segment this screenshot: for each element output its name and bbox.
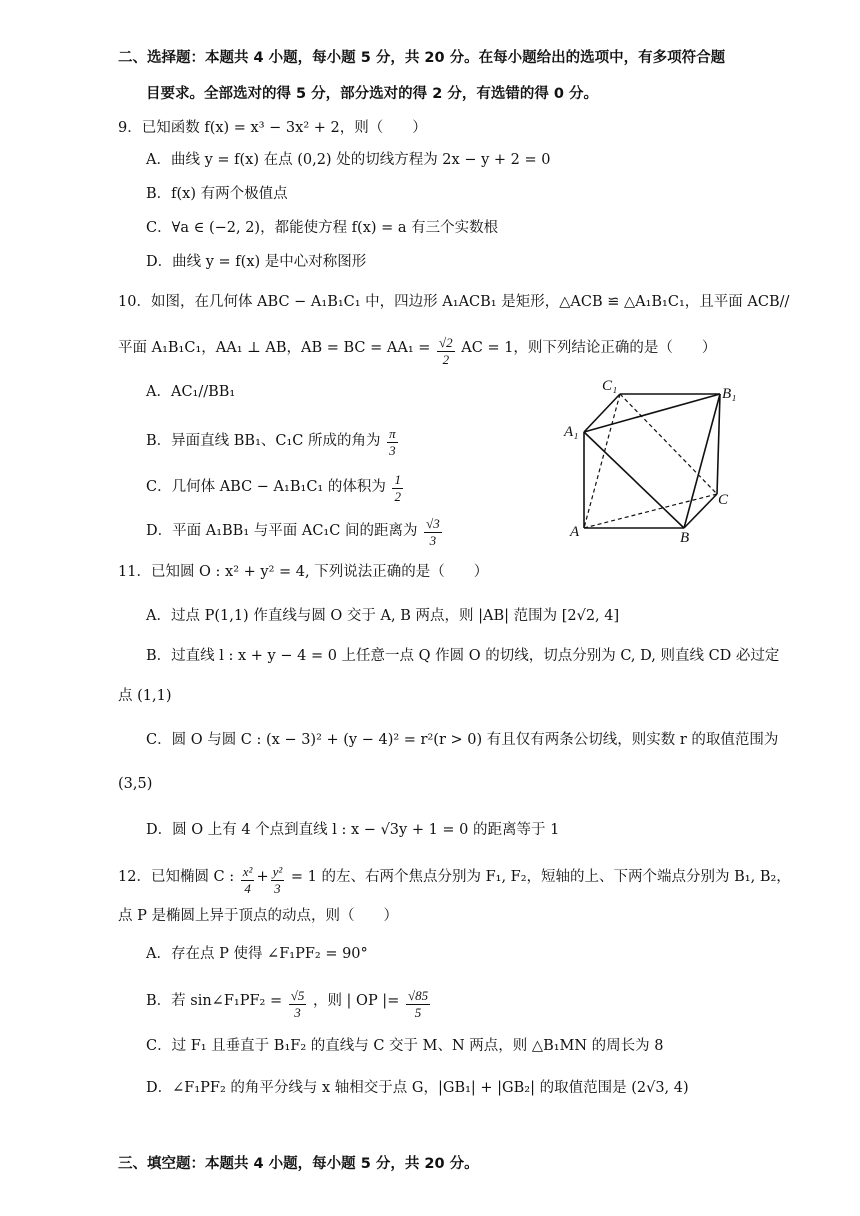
- label-b: B: [680, 530, 690, 546]
- q9-option-a: A．曲线 y = f(x) 在点 (0,2) 处的切线方程为 2x − y + 2 = 0: [146, 152, 551, 168]
- q10-stem-line2: [118, 335, 716, 368]
- q12-option-b-denominator-1: 3: [294, 1005, 301, 1020]
- q12-option-d: D．∠F₁PF₂ 的角平分线与 x 轴相交于点 G，|GB₁| + |GB₂| 的取值范围是 (2√3, 4): [146, 1080, 689, 1096]
- q10-option-b-fraction: [387, 426, 398, 459]
- q10-option-c: [146, 472, 405, 505]
- q10-stem-part-a: 平面 A₁B₁C₁，AA₁ ⊥ AB，AB = BC = AA₁ =: [118, 340, 431, 356]
- edge-b1-b: [684, 394, 720, 528]
- q12-option-a: A．存在点 P 使得 ∠F₁PF₂ = 90°: [146, 946, 368, 962]
- q9-option-b: B．f(x) 有两个极值点: [146, 186, 288, 202]
- label-b1: B₁: [722, 386, 737, 402]
- q10-option-c-fraction: [392, 472, 403, 505]
- q12-fraction-y-numerator: y²: [272, 864, 283, 879]
- q10-stem-line1: 10．如图，在几何体 ABC − A₁B₁C₁ 中，四边形 A₁ACB₁ 是矩形，△ACB ≌ △A₁B₁C₁，且平面 ACB//: [118, 294, 790, 310]
- q11-option-c-line2: (3,5): [118, 776, 153, 792]
- q10-option-c-text: C．几何体 ABC − A₁B₁C₁ 的体积为: [146, 479, 386, 495]
- q12-fraction-x-numerator: x²: [242, 864, 253, 879]
- section2-heading-line1: 二、选择题：本题共 4 小题，每小题 5 分，共 20 分。在每小题给出的选项中，有多项符合题: [118, 50, 726, 66]
- edge-a1-b: [584, 432, 684, 528]
- q12-stem-line2: 点 P 是椭圆上异于顶点的动点，则（ ）: [118, 908, 398, 924]
- label-a1: A₁: [564, 424, 579, 440]
- q12-fraction-y-denominator: 3: [274, 881, 281, 896]
- q11-option-b-line2: 点 (1,1): [118, 688, 172, 704]
- q12-option-b: [146, 988, 432, 1021]
- edge-a-c-dashed: [584, 494, 717, 528]
- q10-option-c-numerator: 1: [394, 472, 401, 487]
- q9-stem: 9．已知函数 f(x) = x³ − 3x² + 2，则（ ）: [118, 120, 427, 136]
- section2-heading-line2: 目要求。全部选对的得 5 分，部分选对的得 2 分，有选错的得 0 分。: [146, 86, 599, 102]
- q10-fraction-denominator: 2: [442, 352, 450, 367]
- q12-option-b-fraction-2: [406, 988, 430, 1021]
- q10-option-c-denominator: 2: [394, 489, 401, 504]
- q12-stem-part-a: 12．已知椭圆 C :: [118, 869, 235, 885]
- q10-option-b: [146, 426, 400, 459]
- q9-option-d: D．曲线 y = f(x) 是中心对称图形: [146, 254, 367, 270]
- q11-option-c-line1: C．圆 O 与圆 C : (x − 3)² + (y − 4)² = r²(r > 0) 有且仅有两条公切线，则实数 r 的取值范围为: [146, 732, 779, 748]
- q10-geometry-figure: [560, 376, 740, 546]
- q12-option-b-denominator-2: 5: [414, 1005, 422, 1020]
- section3-heading: 三、填空题：本题共 4 小题，每小题 5 分，共 20 分。: [118, 1156, 479, 1172]
- q12-stem-part-b: = 1 的左、右两个焦点分别为 F₁, F₂，短轴的上、下两个端点分别为 B₁, B₂，: [290, 869, 791, 885]
- q10-fraction: [437, 335, 455, 368]
- q12-option-b-numerator-2: √85: [407, 988, 429, 1003]
- q12-option-b-text: B．若 sin∠F₁PF₂ =: [146, 993, 283, 1009]
- q12-plus: +: [256, 869, 269, 885]
- q10-option-d-numerator: √3: [426, 516, 440, 531]
- q11-option-a: A．过点 P(1,1) 作直线与圆 O 交于 A, B 两点，则 |AB| 范围为 [2√2, 4]: [146, 608, 620, 624]
- q12-fraction-x: [241, 864, 255, 897]
- q10-fraction-numerator: √2: [439, 335, 453, 350]
- q10-stem-part-b: AC = 1，则下列结论正确的是（ ）: [461, 340, 717, 356]
- q10-option-d-fraction: [424, 516, 442, 549]
- q12-option-b-numerator-1: √5: [290, 988, 305, 1003]
- q10-option-d: [146, 516, 444, 549]
- label-a: A: [570, 524, 580, 540]
- q10-option-d-text: D．平面 A₁BB₁ 与平面 AC₁C 间的距离为: [146, 523, 418, 539]
- q10-option-b-text: B．异面直线 BB₁、C₁C 所成的角为: [146, 433, 381, 449]
- q10-option-a: A．AC₁//BB₁: [146, 384, 236, 400]
- q12-option-b-middle: ，则 | OP |=: [312, 993, 400, 1009]
- q12-fraction-y: [271, 864, 285, 897]
- q11-option-b-line1: B．过直线 l : x + y − 4 = 0 上任意一点 Q 作圆 O 的切线，切点分别为 C, D, 则直线 CD 必过定: [146, 648, 780, 664]
- q10-option-b-numerator: π: [389, 426, 396, 441]
- q12-fraction-x-denominator: 4: [244, 881, 251, 896]
- q12-stem-line1: [118, 864, 791, 897]
- q12-option-b-fraction-1: [289, 988, 307, 1021]
- q11-stem: 11．已知圆 O : x² + y² = 4, 下列说法正确的是（ ）: [118, 564, 489, 580]
- edge-b1-c: [717, 394, 720, 494]
- label-c: C: [718, 492, 729, 508]
- q9-option-c: C．∀a ∈ (−2, 2)，都能使方程 f(x) = a 有三个实数根: [146, 220, 499, 236]
- label-c1: C₁: [602, 378, 618, 394]
- q11-option-d: D．圆 O 上有 4 个点到直线 l : x − √3y + 1 = 0 的距离等于 1: [146, 822, 560, 838]
- q10-option-b-denominator: 3: [389, 443, 396, 458]
- q10-option-d-denominator: 3: [429, 533, 437, 548]
- q12-option-c: C．过 F₁ 且垂直于 B₁F₂ 的直线与 C 交于 M、N 两点，则 △B₁MN 的周长为 8: [146, 1038, 664, 1054]
